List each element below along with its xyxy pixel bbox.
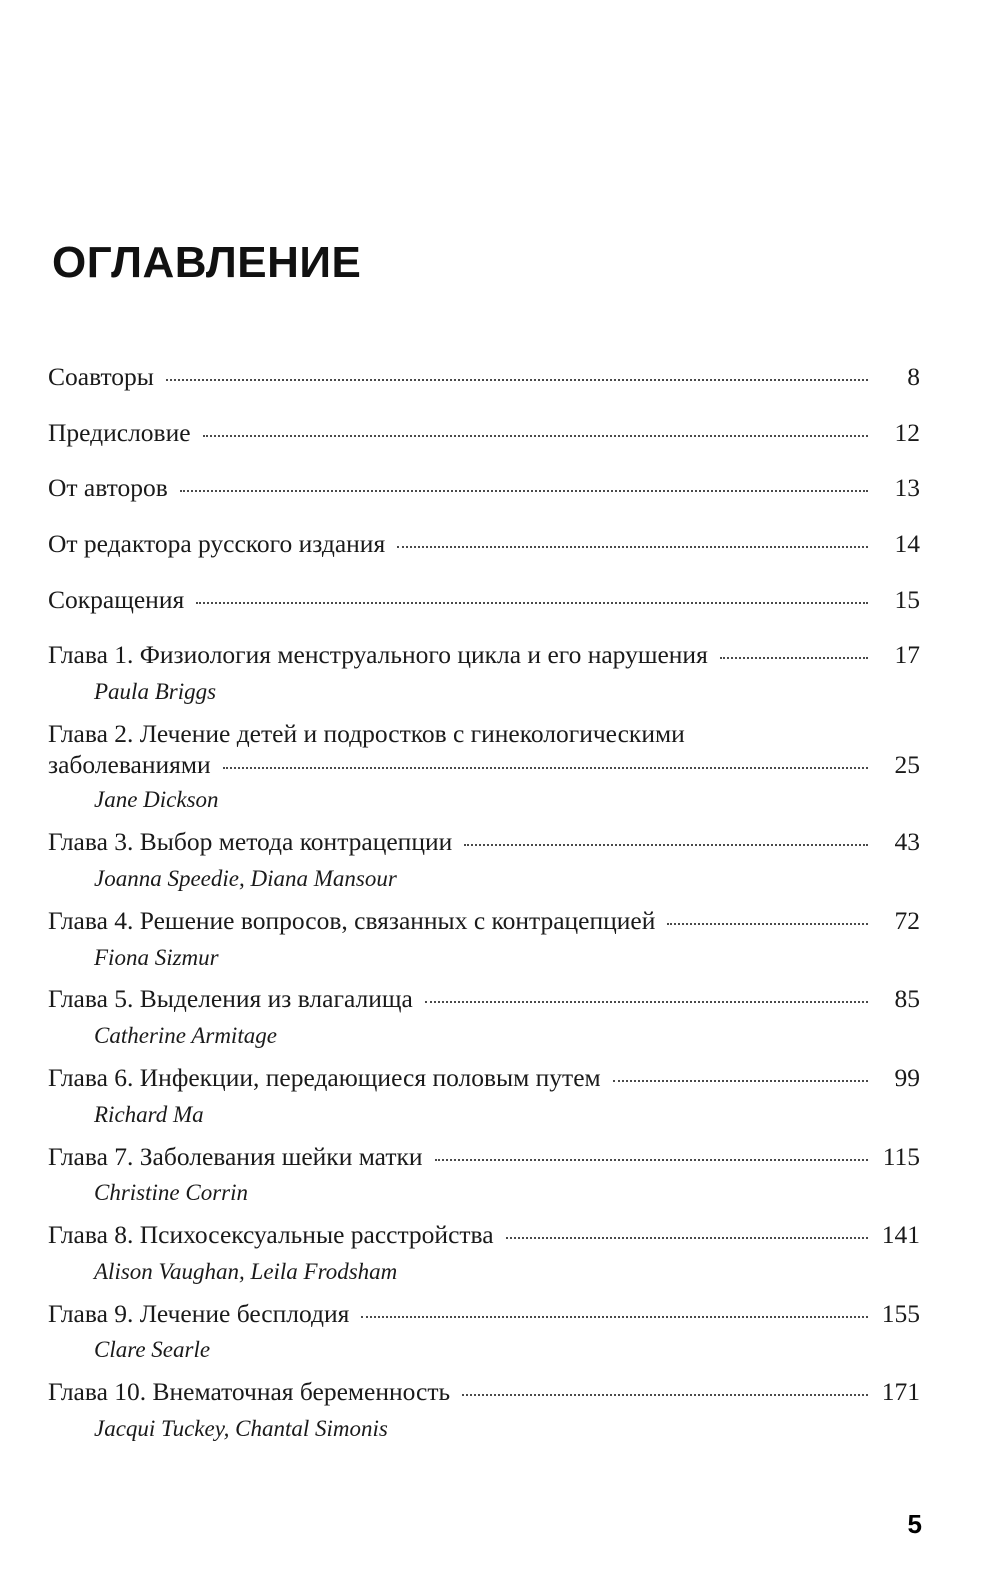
list-item[interactable] bbox=[48, 1375, 920, 1454]
toc-entry-line bbox=[48, 638, 920, 672]
dot-leader bbox=[462, 1393, 868, 1396]
dot-leader bbox=[180, 489, 868, 492]
dot-leader bbox=[361, 1315, 868, 1318]
toc-entry-title: Глава 8. Психосексуальные расстройства bbox=[48, 1220, 494, 1250]
toc-entry-title: Глава 6. Инфекции, передающиеся половым путем bbox=[48, 1063, 601, 1093]
toc-entry-tail bbox=[48, 750, 920, 780]
dot-leader bbox=[613, 1079, 868, 1082]
dot-leader bbox=[397, 545, 868, 548]
toc-entry-authors: Clare Searle bbox=[94, 1337, 211, 1363]
toc-entry-line bbox=[48, 904, 920, 938]
toc-entry-page: 8 bbox=[907, 362, 920, 391]
toc-entry-line bbox=[48, 825, 920, 859]
list-item[interactable] bbox=[48, 825, 920, 904]
toc-entry-page: 43 bbox=[894, 827, 920, 857]
list-item[interactable] bbox=[48, 360, 920, 416]
toc-entry-page: 85 bbox=[894, 984, 920, 1014]
toc-entry-authors: Jane Dickson bbox=[94, 787, 219, 813]
list-item[interactable] bbox=[48, 982, 920, 1061]
toc-entry-page: 25 bbox=[894, 750, 920, 780]
dot-leader bbox=[506, 1236, 868, 1239]
toc-entry-title: Глава 4. Решение вопросов, связанных с контрацепцией bbox=[48, 905, 656, 935]
toc-entry-title: Глава 2. Лечение детей и подростков с гинекологическими bbox=[48, 718, 685, 748]
toc-entry-title: Глава 10. Внематочная беременность bbox=[48, 1377, 451, 1407]
toc-entry-page: 141 bbox=[881, 1220, 920, 1250]
toc-entry-page: 99 bbox=[894, 1063, 920, 1093]
dot-leader bbox=[223, 766, 868, 769]
list-item[interactable] bbox=[48, 1297, 920, 1376]
toc-entry-authors: Richard Ma bbox=[94, 1101, 204, 1127]
toc-entry-line bbox=[48, 583, 920, 617]
list-item[interactable] bbox=[48, 527, 920, 583]
toc-entry-page: 12 bbox=[894, 417, 920, 447]
toc-entry-title: От авторов bbox=[48, 473, 168, 503]
list-item[interactable] bbox=[48, 717, 920, 826]
toc-entry-title: Глава 9. Лечение бесплодия bbox=[48, 1298, 350, 1328]
list-item[interactable] bbox=[48, 1218, 920, 1297]
list-item[interactable] bbox=[48, 904, 920, 983]
list-item[interactable] bbox=[48, 471, 920, 527]
toc-entry-line bbox=[48, 527, 920, 561]
list-item[interactable] bbox=[48, 1061, 920, 1140]
toc-entry-line bbox=[48, 1297, 920, 1331]
dot-leader bbox=[166, 378, 868, 381]
toc-entry-authors: Catherine Armitage bbox=[94, 1023, 277, 1049]
toc-entry-authors: Christine Corrin bbox=[94, 1180, 249, 1206]
toc-entry-page: 171 bbox=[881, 1377, 920, 1407]
toc-entry-title: Соавторы bbox=[48, 362, 154, 391]
page-number: 5 bbox=[907, 1509, 922, 1539]
toc-entry-title: Глава 7. Заболевания шейки матки bbox=[48, 1141, 423, 1171]
toc-entry-authors: Fiona Sizmur bbox=[94, 944, 219, 970]
list-item[interactable] bbox=[48, 416, 920, 472]
toc-entry-page: 13 bbox=[894, 473, 920, 503]
page-title: ОГЛАВЛЕНИЕ bbox=[52, 238, 362, 287]
toc-entry-title: Глава 1. Физиология менструального цикла и его нарушения bbox=[48, 640, 708, 670]
toc-entry-page: 115 bbox=[882, 1141, 920, 1171]
toc-entry-title: Сокращения bbox=[48, 584, 185, 614]
dot-leader bbox=[425, 1000, 868, 1003]
toc-entry-line bbox=[48, 982, 920, 1016]
list-item[interactable] bbox=[48, 583, 920, 639]
toc-entry-title-tail: заболеваниями bbox=[48, 750, 211, 780]
toc-entry-line bbox=[48, 1061, 920, 1095]
toc-entry-authors: Alison Vaughan, Leila Frodsham bbox=[94, 1258, 398, 1284]
toc-entry-authors: Paula Briggs bbox=[94, 678, 217, 704]
toc-entry-line bbox=[48, 360, 920, 394]
toc-entry-page: 155 bbox=[881, 1298, 920, 1328]
toc-entry-page: 14 bbox=[894, 528, 920, 558]
table-of-contents bbox=[48, 288, 920, 1454]
list-item[interactable] bbox=[48, 638, 920, 717]
toc-entry-line bbox=[48, 1375, 920, 1409]
list-item[interactable] bbox=[48, 1140, 920, 1219]
toc-entry-page: 15 bbox=[894, 584, 920, 614]
toc-entry-title: Предисловие bbox=[48, 417, 191, 447]
toc-entry-page: 17 bbox=[894, 640, 920, 670]
toc-entry-authors: Jacqui Tuckey, Chantal Simonis bbox=[94, 1415, 388, 1441]
dot-leader bbox=[464, 843, 868, 846]
dot-leader bbox=[435, 1158, 868, 1161]
toc-entry-title: Глава 5. Выделения из влагалища bbox=[48, 984, 413, 1014]
dot-leader bbox=[196, 601, 868, 604]
toc-entry-line bbox=[48, 1218, 920, 1252]
toc-entry-page: 72 bbox=[894, 905, 920, 935]
toc-entry-line bbox=[48, 416, 920, 450]
dot-leader bbox=[667, 922, 868, 925]
toc-entry-authors: Joanna Speedie, Diana Mansour bbox=[94, 866, 397, 892]
dot-leader bbox=[203, 434, 868, 437]
toc-entry-title: От редактора русского издания bbox=[48, 528, 386, 558]
toc-entry-line bbox=[48, 471, 920, 505]
toc-entry-line bbox=[48, 717, 920, 781]
toc-entry-title: Глава 3. Выбор метода контрацепции bbox=[48, 827, 453, 857]
toc-entry-line bbox=[48, 1140, 920, 1174]
dot-leader bbox=[720, 656, 868, 659]
